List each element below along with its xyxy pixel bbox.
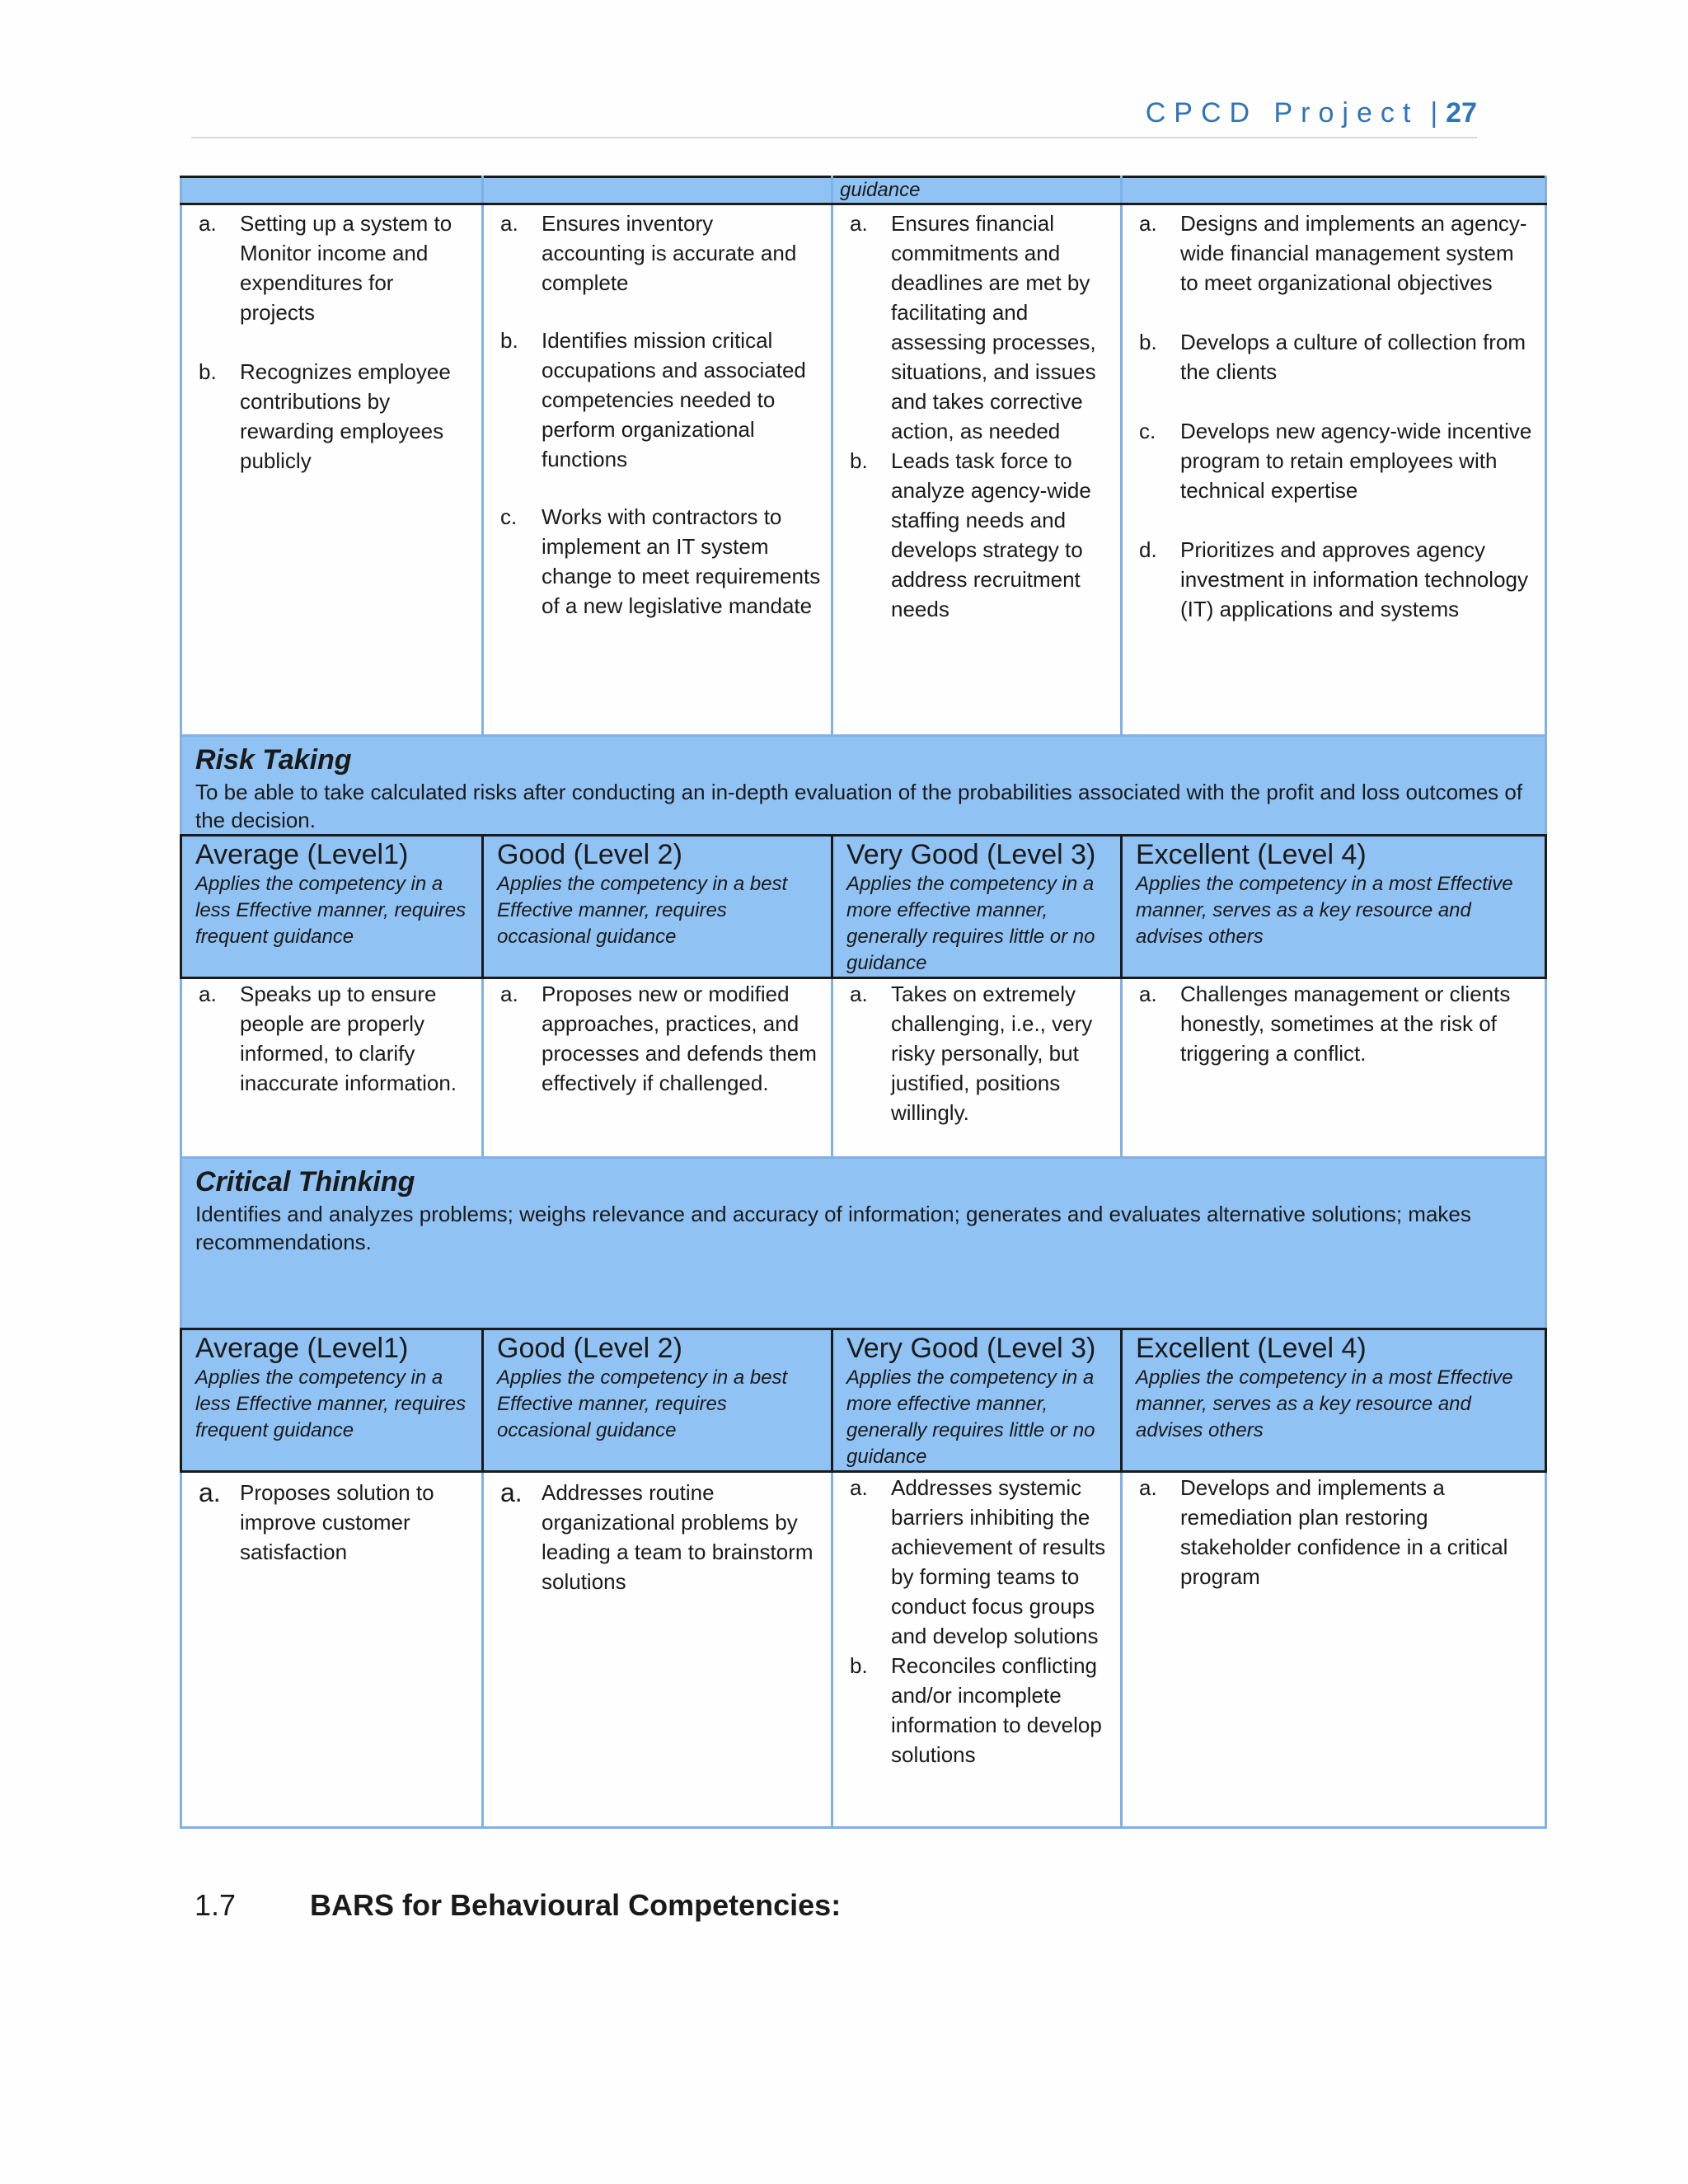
level4-cell [1122,204,1546,736]
list-item: d. Prioritizes and approves agency investment in information technology (IT) applications and systems [1139,537,1529,621]
list-item: b. Identifies mission critical occupations and associated competencies needed to perform organizational functions [500,328,806,471]
level-header-row [181,1329,1546,1472]
level3-header: Very Good (Level 3) Applies the competency in a more effective manner, generally requires little or no guidance [832,1329,1122,1472]
section-heading [195,1887,841,1924]
header-rule [191,137,1477,138]
list-item: a. Ensures financial commitments and deadlines are met by facilitating and assessing processes, situations, and issues and takes corrective action, as needed [850,211,1096,443]
level4-header: Excellent (Level 4) Applies the competency in a most Effective manner, serves as a key resource and advises others [1122,1329,1546,1472]
list-item: a. Challenges management or clients honestly, sometimes at the risk of triggering a conflict. [1139,982,1511,1066]
project-name: CPCD Project [1145,97,1419,129]
section-description: Identifies and analyzes problems; weighs relevance and accuracy of information; generates and evaluates alternative solutions; makes recommendations. [195,1202,1471,1254]
level1-cell [181,1472,483,1828]
list-item: a. Setting up a system to Monitor income and expenditures for projects [199,211,452,325]
list-item: a. Takes on extremely challenging, i.e., very risky personally, but justified, positions willingly. [850,982,1093,1125]
strip-cell [483,177,832,204]
list-item: c. Develops new agency-wide incentive program to retain employees with technical expertise [1139,419,1532,503]
list-item: b. Recognizes employee contributions by rewarding employees publicly [199,359,451,473]
list-item: a. Develops and implements a remediation plan restoring stakeholder confidence in a critical program [1139,1475,1508,1589]
level2-cell [483,204,832,736]
level1-header: Average (Level1) Applies the competency in a less Effective manner, requires frequent guidance [181,836,483,978]
list-item: a. Speaks up to ensure people are properly informed, to clarify inaccurate information. [199,982,457,1095]
level2-cell [483,1472,832,1828]
list-item: b. Develops a culture of collection from the clients [1139,330,1526,384]
section-description: To be able to take calculated risks after conducting an in-depth evaluation of the probabilities associated with the profit and loss outcomes of the decision. [195,780,1523,832]
table-continuation-row [181,177,1546,204]
section-title: Risk Taking [195,744,352,776]
section-heading-title: BARS for Behavioural Competencies: [310,1888,842,1922]
section-number: 1.7 [195,1888,237,1922]
strip-cell [1122,177,1546,204]
level3-cell [832,204,1122,736]
table-row [181,204,1546,736]
level4-header: Excellent (Level 4) Applies the competency in a most Effective manner, serves as a key resource and advises others [1122,836,1546,978]
page-number: 27 [1446,97,1477,129]
header-separator: | [1430,97,1438,129]
level2-header: Good (Level 2) Applies the competency in a best Effective manner, requires occasional guidance [483,836,832,978]
list-item: b. Leads task force to analyze agency-wide staffing needs and develops strategy to address recruitment needs [850,448,1091,621]
level3-cell [832,1472,1122,1828]
table-row [181,1472,1546,1828]
level1-header: Average (Level1) Applies the competency in a less Effective manner, requires frequent guidance [181,1329,483,1472]
section-title: Critical Thinking [195,1166,415,1197]
section-row-critical-thinking [181,1158,1546,1329]
level1-cell [181,978,483,1158]
page-header [191,97,1477,129]
strip-cell-guidance: guidance [832,177,1122,204]
level3-cell [832,978,1122,1158]
level3-header: Very Good (Level 3) Applies the competency in a more effective manner, generally requires little or no guidance [832,836,1122,978]
list-item: c. Works with contractors to implement an IT system change to meet requirements of a new legislative mandate [500,504,821,618]
section-row-risk-taking [181,736,1546,836]
section-critical-thinking [181,1158,1546,1329]
level4-cell [1122,978,1546,1158]
list-item: a. Proposes solution to improve customer satisfaction [199,1478,434,1564]
table-row [181,978,1546,1158]
strip-cell [181,177,483,204]
list-item: a. Proposes new or modified approaches, practices, and processes and defends them effectively if challenged. [500,982,817,1095]
competency-table [180,176,1547,1829]
level-header-row [181,836,1546,978]
level2-header: Good (Level 2) Applies the competency in a best Effective manner, requires occasional guidance [483,1329,832,1472]
list-item: a. Designs and implements an agency-wide financial management system to meet organizational objectives [1139,211,1527,295]
list-item: b. Reconciles conflicting and/or incomplete information to develop solutions [850,1653,1102,1767]
level2-cell [483,978,832,1158]
list-item: a. Addresses routine organizational problems by leading a team to brainstorm solutions [500,1478,814,1594]
level4-cell [1122,1472,1546,1828]
level1-cell [181,204,483,736]
list-item: a. Ensures inventory accounting is accurate and complete [500,211,797,295]
list-item: a. Addresses systemic barriers inhibiting the achievement of results by forming teams to conduct focus groups and develop solutions [850,1475,1106,1648]
section-risk-taking [181,736,1546,836]
